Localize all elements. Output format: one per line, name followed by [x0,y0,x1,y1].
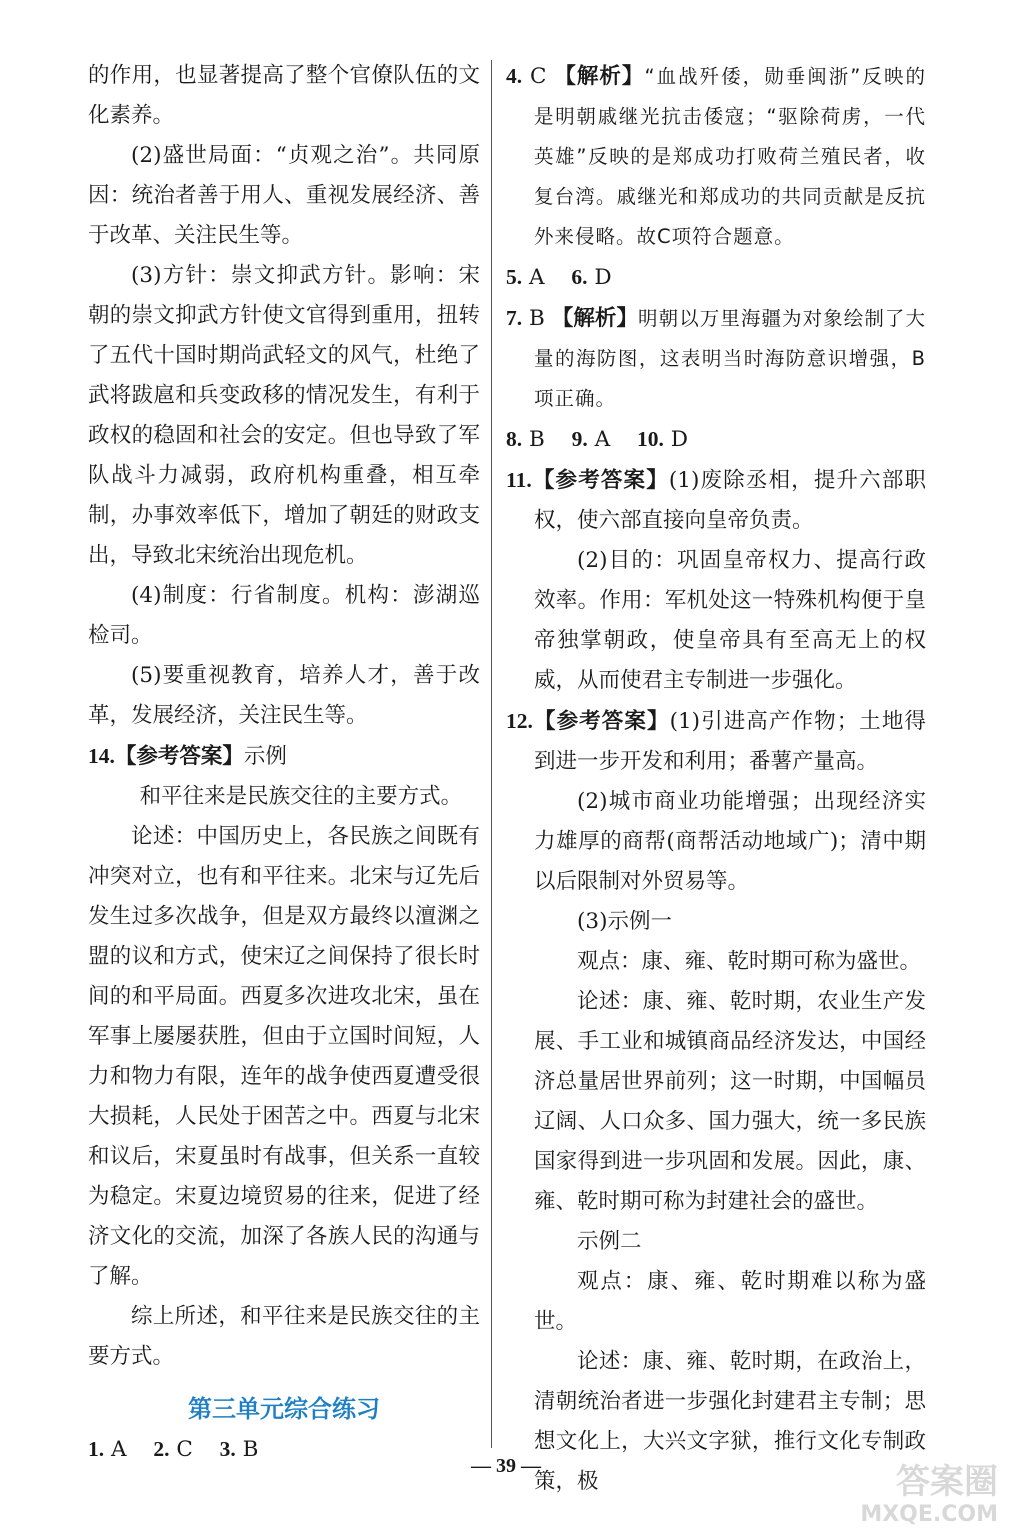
example-label: 示例 [243,744,287,769]
question-number: 8. [506,427,523,451]
answer-text: (1)引进高产作物；土地得到进一步开发和利用；番薯产量高。 [534,709,926,774]
argument-1: 论述：康、雍、乾时期，农业生产发展、手工业和城镇商品经济发达，中国经济总量居世界前列；这一时期，中国幅员辽阔、人口众多、国力强大，统一多民族国家得到进一步巩固和发展。因此，康、雍、乾时期可称为封建社会的盛世。 [534,989,926,1214]
answer-text: (1)废除丞相，提升六部职权，使六部直接向皇帝负责。 [534,468,926,533]
viewpoint-2: 观点：康、雍、乾时期难以称为盛世。 [534,1269,926,1334]
answer-choice: B [528,427,545,452]
question-number: 6. [571,265,588,289]
question-12-part-2: (2)城市商业功能增强；出现经济实力雄厚的商帮(商帮活动地域广)；清中期以后限制对外贸易等。 [534,789,926,894]
answer-choice: C [176,1437,193,1462]
question-11-part-1 [506,460,926,541]
question-number: 12. [506,709,533,733]
left-column [88,56,480,1470]
answer-part-2: (2)盛世局面：“贞观之治”。共同原因：统治者善于用人、重视发展经济、善于改革、关注民生等。 [88,143,480,248]
answer-choice: B [529,306,545,331]
answer-part-4: (4)制度：行省制度。机构：澎湖巡检司。 [88,583,480,648]
answer-tag: 【参考答案】 [532,709,670,734]
analysis-tag: 【解析】 [554,64,645,89]
answer-tag: 【参考答案】 [531,468,669,493]
answer-tag: 【参考答案】 [114,744,244,769]
question-11-part-2: (2)目的：巩固皇帝权力、提高行政效率。作用：军机处这一特殊机构便于皇帝独掌朝政，使皇帝具有至高无上的权威，从而使君主专制进一步强化。 [534,548,926,693]
question-14-header [88,736,480,777]
question-number: 10. [636,427,664,451]
analysis-text: “血战歼倭，勋垂闽浙”反映的是明朝戚继光抗击倭寇；“驱除荷虏，一代英雄”反映的是郑成功打败荷兰殖民者，收复台湾。戚继光和郑成功的共同贡献是反抗外来侵略。故C项符合题意。 [534,65,926,248]
answer-choice: D [670,427,688,452]
right-column [506,56,926,1502]
answer-row [506,419,926,460]
question-7 [506,298,926,419]
column-divider [491,60,492,1448]
page-number: — 39 — [471,1455,541,1477]
answer-choice: B [242,1437,259,1462]
question-14-thesis: 和平往来是民族交往的主要方式。 [139,784,463,809]
question-12-part-3: (3)示例一 [577,909,672,934]
answer-choice: A [110,1437,127,1462]
question-number: 2. [153,1437,170,1461]
question-14-argument: 论述：中国历史上，各民族之间既有冲突对立，也有和平往来。北宋与辽先后发生过多次战争，但是双方最终以澶渊之盟的议和方式，使宋辽之间保持了很长时间的和平局面。西夏多次进攻北宋，虽在军事上屡屡获胜，但由于立国时间短，人力和物力有限，连年的战争使西夏遭受很大损耗，人民处于困苦之中。西夏与北宋和议后，宋夏虽时有战事，但关系一直较为稳定。宋夏边境贸易的往来，促进了经济文化的交流，加深了各族人民的沟通与了解。 [88,824,480,1289]
answer-part-3: (3)方针：崇文抑武方针。影响：宋朝的崇文抑武方针使文官得到重用，扭转了五代十国时期尚武轻文的风气，杜绝了武将跋扈和兵变政移的情况发生，有利于政权的稳固和社会的安定。但也导致了军队战斗力减弱，政府机构重叠，相互牵制，办事效率低下，增加了朝廷的财政支出，导致北宋统治出现危机。 [88,263,480,568]
question-number: 4. [506,64,523,88]
question-number: 1. [88,1437,105,1461]
question-number: 3. [219,1437,236,1461]
answer-part-5: (5)要重视教育，培养人才，善于改革，发展经济，关注民生等。 [88,663,480,728]
question-number: 5. [506,265,523,289]
viewpoint-1: 观点：康、雍、乾时期可称为盛世。 [577,949,922,974]
analysis-text: 明朝以万里海疆为对象绘制了大量的海防图，这表明当时海防意识增强，B项正确。 [534,307,926,410]
section-title: 第三单元综合练习 [188,1395,380,1423]
question-number: 14. [88,744,115,768]
answer-row [506,257,926,298]
question-14-conclusion: 综上所述，和平往来是民族交往的主要方式。 [88,1304,480,1369]
watermark-domain: MXQE.COM [860,1502,998,1527]
example-2-label: 示例二 [577,1229,642,1254]
question-4 [506,56,926,257]
answer-choice: D [594,265,612,290]
answer-choice: C [530,64,547,89]
paragraph-continuation: 的作用，也显著提高了整个官僚队伍的文化素养。 [88,63,480,128]
question-number: 11. [506,468,532,492]
question-number: 7. [506,306,523,330]
answer-choice: A [594,427,611,452]
argument-2: 论述：康、雍、乾时期，在政治上，清朝统治者进一步强化封建君主专制；思想文化上，大兴文字狱，推行文化专制政策，极 [534,1349,926,1494]
question-number: 9. [571,427,588,451]
watermark-logo [828,1462,998,1532]
answer-choice: A [528,265,545,290]
question-12-part-1 [506,701,926,782]
analysis-tag: 【解析】 [551,306,639,331]
watermark-text: 答案圈 [896,1462,998,1502]
